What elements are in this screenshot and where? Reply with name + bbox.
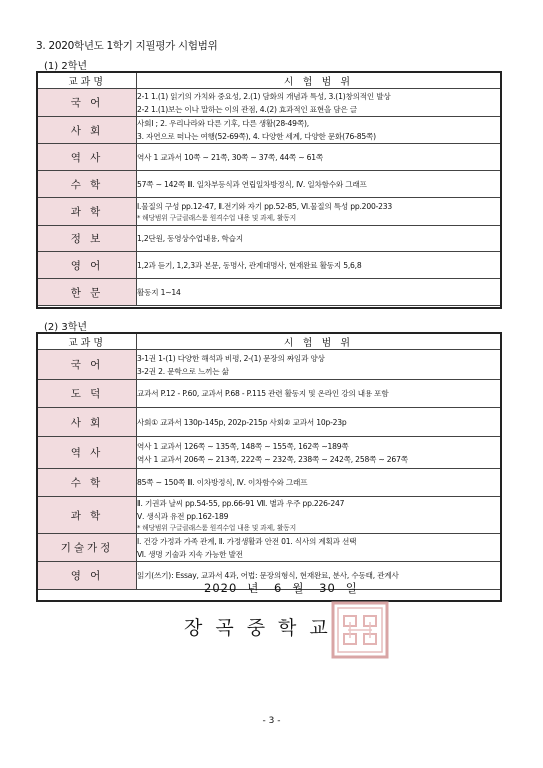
range-line: 역사 1 교과서 206쪽 ~ 213쪽, 222쪽 ~ 232쪽, 238쪽 ~ 242쪽, 258쪽 ~ 267쪽 xyxy=(137,454,408,464)
issue-date xyxy=(204,580,368,596)
range-line: 역사 1 교과서 10쪽 ~ 21쪽, 30쪽 ~ 37쪽, 44쪽 ~ 61쪽 xyxy=(137,152,323,162)
range-note: * 해당범위 구글클래스룸 원격수업 내용 및 과제, 활동지 xyxy=(137,524,296,532)
range-line: 2-1 1.(1) 읽기의 가치와 중요성, 2.(1) 담화의 개념과 특성, 3.(1)창의적인 발상 xyxy=(137,91,391,101)
range-cell xyxy=(137,469,501,497)
table-row xyxy=(38,469,501,497)
table-row xyxy=(38,380,501,408)
range-note: * 해당범위 구글클래스룸 원격수업 내용 및 과제, 활동지 xyxy=(137,214,296,222)
range-cell xyxy=(137,89,501,117)
table-row xyxy=(38,226,501,252)
range-line: 3-2권 2. 문학으로 느끼는 삶 xyxy=(137,366,229,376)
subject-column-header: 교과명 xyxy=(38,73,137,89)
range-line: 1,2과 듣기, 1,2,3과 본문, 동명사, 관계대명사, 현재완료 활동지 5,6,8 xyxy=(137,260,362,270)
table-row xyxy=(38,171,501,198)
table-row xyxy=(38,198,501,226)
range-line: Ⅱ. 기권과 날씨 pp.54-55, pp.66-91 Ⅶ. 별과 우주 pp.226-247 xyxy=(137,499,345,508)
table-row xyxy=(38,117,501,144)
range-line: Ⅰ.물질의 구성 pp.12-47, Ⅱ.전기와 자기 pp.52-85, Ⅵ.물질의 특성 pp.200-233 xyxy=(137,202,393,211)
subject-cell: 수 학 xyxy=(38,171,137,198)
grade3-label: (2) 3학년 xyxy=(44,322,88,333)
range-line: 2-2 1.(1)보는 이나 말하는 이의 관점, 4.(2) 효과적인 표현을 담은 글 xyxy=(137,104,358,114)
grade3-table xyxy=(37,333,501,590)
subject-cell: 정 보 xyxy=(38,226,137,252)
range-line: 3-1권 1-(1) 다양한 해석과 비평, 2-(1) 문장의 짜임과 양상 xyxy=(137,353,325,363)
date-day-unit: 일 xyxy=(345,581,358,595)
range-cell xyxy=(137,408,501,437)
subject-cell: 역 사 xyxy=(38,144,137,171)
date-year: 2020 xyxy=(204,581,238,595)
grade2-table xyxy=(37,72,501,306)
date-year-unit: 년 xyxy=(247,581,260,595)
range-line: 역사 1 교과서 126쪽 ~ 135쪽, 148쪽 ~ 155쪽, 162쪽 ~189쪽 xyxy=(137,441,349,451)
subject-cell: 영 어 xyxy=(38,252,137,279)
date-month-unit: 월 xyxy=(292,581,305,595)
subject-column-header: 교과명 xyxy=(38,334,137,350)
table-row xyxy=(38,252,501,279)
subject-cell: 사 회 xyxy=(38,408,137,437)
range-line: 교과서 P.12 - P.60, 교과서 P.68 - P.115 관련 활동지 및 온라인 강의 내용 포함 xyxy=(137,389,389,398)
range-cell xyxy=(137,226,501,252)
table-row xyxy=(38,89,501,117)
range-column-header: 시 험 범 위 xyxy=(137,73,501,89)
subject-cell: 한 문 xyxy=(38,279,137,306)
table-row xyxy=(38,437,501,469)
section-heading: 3. 2020학년도 1학기 지필평가 시험범위 xyxy=(36,40,218,52)
range-line: 85쪽 ~ 150쪽 Ⅲ. 이차방정식, Ⅳ. 이차함수와 그래프 xyxy=(137,478,308,487)
range-line: Ⅵ. 생명 기술과 지속 가능한 발전 xyxy=(137,549,243,559)
range-cell xyxy=(137,350,501,380)
range-cell xyxy=(137,144,501,171)
range-cell xyxy=(137,534,501,562)
range-line: 읽기(쓰기): Essay, 교과서 4과, 어법: 문장의형식, 현재완료, 분사, 수동태, 관계사 xyxy=(137,571,399,580)
range-cell xyxy=(137,252,501,279)
range-line: 사회Ⅰ ; 2. 우리나라와 다른 기후, 다른 생활(28-49쪽), xyxy=(137,119,309,128)
range-cell xyxy=(137,497,501,534)
subject-cell: 도 덕 xyxy=(38,380,137,408)
table-row xyxy=(38,534,501,562)
range-column-header: 시 험 범 위 xyxy=(137,334,501,350)
table-header-row xyxy=(38,73,501,89)
subject-cell: 국 어 xyxy=(38,89,137,117)
date-day: 30 xyxy=(319,581,336,595)
subject-cell: 기술가정 xyxy=(38,534,137,562)
range-line: Ⅰ. 건강 가정과 가족 관계, Ⅱ. 가정생활과 안전 01. 식사의 계획과 선택 xyxy=(137,536,357,546)
range-cell xyxy=(137,380,501,408)
range-line: 1,2단원, 동영상수업내용, 학습지 xyxy=(137,234,243,243)
subject-cell: 영 어 xyxy=(38,562,137,590)
table-header-row xyxy=(38,334,501,350)
table-row xyxy=(38,279,501,306)
range-line: Ⅴ. 생식과 유전 pp.162-189 xyxy=(137,512,229,521)
range-line: 57쪽 ~ 142쪽 Ⅲ. 일차부등식과 연립일차방정식, Ⅳ. 일차함수와 그래프 xyxy=(137,179,367,189)
date-month: 6 xyxy=(274,581,283,595)
subject-cell: 사 회 xyxy=(38,117,137,144)
subject-cell: 과 학 xyxy=(38,497,137,534)
subject-cell: 수 학 xyxy=(38,469,137,497)
subject-cell: 역 사 xyxy=(38,437,137,469)
range-cell xyxy=(137,171,501,198)
table-row xyxy=(38,144,501,171)
table-row xyxy=(38,497,501,534)
page-number: - 3 - xyxy=(262,716,281,726)
table-row xyxy=(38,350,501,380)
range-line: 활동지 1~14 xyxy=(137,287,181,297)
range-cell xyxy=(137,279,501,306)
table-row xyxy=(38,408,501,437)
range-cell xyxy=(137,437,501,469)
range-cell xyxy=(137,198,501,226)
range-cell xyxy=(137,117,501,144)
range-line: 사회① 교과서 130p-145p, 202p-215p 사회② 교과서 10p-23p xyxy=(137,417,347,427)
range-line: 3. 자연으로 떠나는 여행(52-69쪽), 4. 다양한 세계, 다양한 문화(76-85쪽) xyxy=(137,132,376,141)
subject-cell: 국 어 xyxy=(38,350,137,380)
school-name: 장곡중학교 xyxy=(184,617,341,639)
grade2-label: (1) 2학년 xyxy=(44,61,88,72)
subject-cell: 과 학 xyxy=(38,198,137,226)
